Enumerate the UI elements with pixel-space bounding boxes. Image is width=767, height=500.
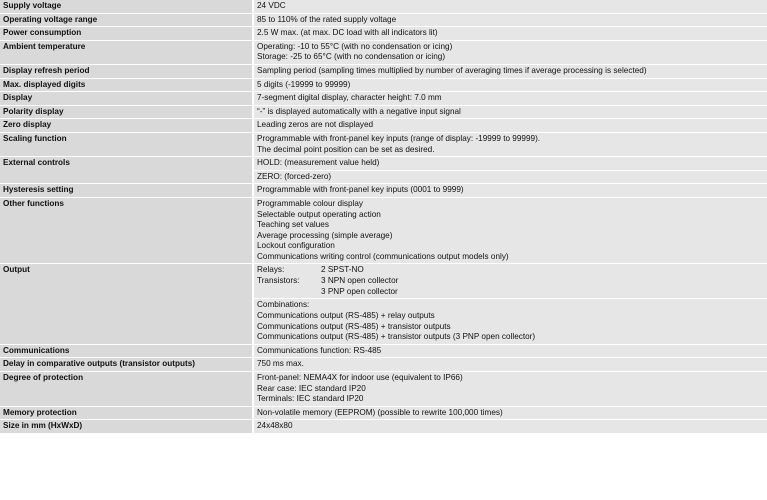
spec-value-line: Programmable with front-panel key inputs (0001 to 9999)	[257, 185, 464, 195]
spec-label: Power consumption	[0, 27, 254, 41]
spec-row	[0, 27, 767, 41]
output-spec: 3 NPN open collector	[321, 276, 399, 286]
spec-value	[254, 106, 767, 120]
spec-label: Max. displayed digits	[0, 79, 254, 93]
spec-label: Supply voltage	[0, 0, 254, 14]
spec-label: Polarity display	[0, 106, 254, 120]
output-spec: 3 PNP open collector	[321, 286, 398, 296]
spec-label: Display	[0, 92, 254, 106]
spec-value-line: Teaching set values	[257, 220, 329, 230]
output-type: Transistors:	[257, 276, 300, 286]
spec-row	[0, 264, 767, 299]
spec-value-line: Non-volatile memory (EEPROM) (possible to rewrite 100,000 times)	[257, 407, 503, 417]
spec-row	[0, 157, 767, 171]
spec-value-line: Selectable output operating action	[257, 209, 381, 219]
spec-value	[254, 133, 767, 157]
spec-label: Memory protection	[0, 407, 254, 421]
spec-value-line: Communications output (RS-485) + transistor outputs (3 PNP open collector)	[257, 332, 536, 342]
spec-value-line: Front-panel: NEMA4X for indoor use (equivalent to IP66)	[257, 373, 463, 383]
spec-value	[254, 299, 767, 344]
spec-value	[254, 27, 767, 41]
spec-value-line: Terminals: IEC standard IP20	[257, 394, 364, 404]
spec-value-line: 5 digits (-19999 to 99999)	[257, 79, 351, 89]
spec-value-line: Programmable with front-panel key inputs (range of display: -19999 to 99999).	[257, 133, 541, 143]
spec-value-line: Average processing (simple average)	[257, 230, 393, 240]
spec-value-line: “-” is displayed automatically with a negative input signal	[257, 106, 461, 116]
output-line	[257, 265, 764, 276]
spec-value-line: Communications output (RS-485) + transistor outputs	[257, 321, 451, 331]
spec-row	[0, 372, 767, 407]
spec-row	[0, 79, 767, 93]
spec-label: Degree of protection	[0, 372, 254, 407]
spec-value	[254, 79, 767, 93]
spec-row	[0, 106, 767, 120]
spec-row	[0, 0, 767, 14]
spec-value	[254, 184, 767, 198]
spec-value-line: Operating: -10 to 55°C (with no condensation or icing)	[257, 41, 453, 51]
spec-value	[254, 119, 767, 133]
output-spec: 2 SPST-NO	[321, 265, 364, 275]
spec-value-line: 85 to 110% of the rated supply voltage	[257, 14, 397, 24]
spec-value	[254, 0, 767, 14]
spec-value	[254, 372, 767, 407]
spec-row	[0, 41, 767, 65]
spec-value-line: 2.5 W max. (at max. DC load with all indicators lit)	[257, 28, 438, 38]
spec-label: Output	[0, 264, 254, 344]
spec-label: Delay in comparative outputs (transistor outputs)	[0, 358, 254, 372]
spec-row	[0, 133, 767, 157]
spec-row	[0, 184, 767, 198]
spec-value-line: 7-segment digital display, character height: 7.0 mm	[257, 93, 442, 103]
spec-value-line: 24 VDC	[257, 1, 286, 10]
spec-value-line: Leading zeros are not displayed	[257, 120, 374, 130]
spec-label: Hysteresis setting	[0, 184, 254, 198]
spec-value-line: 750 ms max.	[257, 359, 304, 369]
spec-value	[254, 198, 767, 265]
spec-row	[0, 14, 767, 28]
spec-label: Ambient temperature	[0, 41, 254, 65]
spec-value-line: Communications output (RS-485) + relay outputs	[257, 311, 435, 321]
spec-row	[0, 420, 767, 434]
spec-label: Size in mm (HxWxD)	[0, 420, 254, 434]
spec-row	[0, 358, 767, 372]
spec-row	[0, 198, 767, 265]
spec-value	[254, 358, 767, 372]
spec-value-line: The decimal point position can be set as desired.	[257, 144, 435, 154]
spec-row	[0, 345, 767, 359]
spec-value	[254, 420, 767, 434]
spec-row	[0, 119, 767, 133]
spec-value	[254, 14, 767, 28]
spec-value-line: Lockout configuration	[257, 241, 335, 251]
spec-label: Operating voltage range	[0, 14, 254, 28]
spec-value	[254, 92, 767, 106]
spec-value	[254, 345, 767, 359]
spec-value-line: Communications function: RS-485	[257, 345, 382, 355]
spec-value-line: Rear case: IEC standard IP20	[257, 383, 366, 393]
spec-value-line: Programmable colour display	[257, 198, 364, 208]
spec-value-line: Storage: -25 to 65°C (with no condensation or icing)	[257, 52, 446, 62]
spec-row	[0, 92, 767, 106]
spec-value-line: Sampling period (sampling times multiplied by number of averaging times if average processing is selected)	[257, 65, 647, 75]
spec-label: Display refresh period	[0, 65, 254, 79]
spec-value-line: HOLD: (measurement value held)	[257, 158, 380, 168]
spec-value	[254, 41, 767, 65]
spec-label: External controls	[0, 157, 254, 184]
spec-value	[254, 65, 767, 79]
spec-value-line: ZERO: (forced-zero)	[257, 171, 332, 181]
spec-row	[0, 407, 767, 421]
spec-value	[254, 157, 767, 171]
output-type: Relays:	[257, 265, 285, 275]
spec-label: Scaling function	[0, 133, 254, 157]
output-line	[257, 287, 764, 298]
spec-value-line: Communications writing control (communications output models only)	[257, 251, 509, 261]
spec-label: Other functions	[0, 198, 254, 265]
spec-value-line: 24x48x80	[257, 421, 293, 431]
spec-label: Zero display	[0, 119, 254, 133]
spec-value-line: Combinations:	[257, 300, 310, 310]
spec-value	[254, 171, 767, 185]
output-line	[257, 276, 764, 287]
spec-row	[0, 65, 767, 79]
spec-value	[254, 264, 767, 299]
spec-value	[254, 407, 767, 421]
spec-label: Communications	[0, 345, 254, 359]
